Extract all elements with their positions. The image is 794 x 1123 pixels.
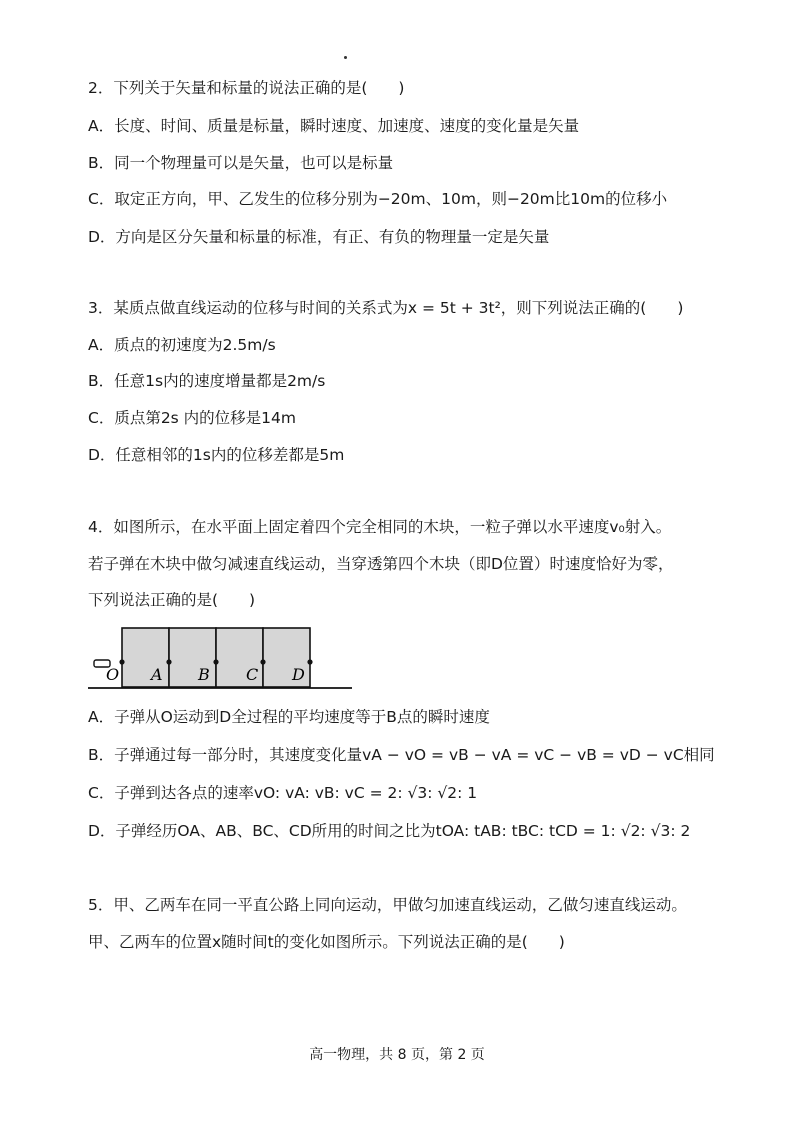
q4-stem-line1: 4．如图所示，在水平面上固定着四个完全相同的木块，一粒子弹以水平速度v₀射入。 [88, 518, 672, 536]
q3-stem: 3．某质点做直线运动的位移与时间的关系式为x = 5t + 3t²，则下列说法正确的( ) [88, 299, 684, 317]
label-d: D [292, 665, 305, 684]
point-d-dot [307, 659, 312, 664]
wood-blocks-figure [88, 622, 358, 694]
label-b: B [198, 665, 210, 684]
q3-option-d: D．任意相邻的1s内的位移差都是5m [88, 446, 345, 464]
q2-option-b: B．同一个物理量可以是矢量，也可以是标量 [88, 154, 394, 172]
q2-option-d: D．方向是区分矢量和标量的标准，有正、有负的物理量一定是矢量 [88, 228, 550, 246]
q2-option-a: A．长度、时间、质量是标量，瞬时速度、加速度、速度的变化量是矢量 [88, 117, 580, 135]
q4-option-a: A．子弹从O运动到D全过程的平均速度等于B点的瞬时速度 [88, 708, 490, 726]
q4-option-b: B．子弹通过每一部分时，其速度变化量vA − vO = vB − vA = vC − vB = vD − vC相同 [88, 746, 715, 764]
scan-speck [344, 56, 347, 59]
q3-option-b: B．任意1s内的速度增量都是2m/s [88, 372, 326, 390]
q4-option-d: D．子弹经历OA、AB、BC、CD所用的时间之比为tOA: tAB: tBC: tCD = 1: √2: √3: 2 [88, 822, 691, 840]
point-b-dot [213, 659, 218, 664]
label-c: C [246, 665, 259, 684]
q4-stem-line2: 若子弹在木块中做匀减速直线运动，当穿透第四个木块（即D位置）时速度恰好为零， [88, 555, 674, 573]
point-a-dot [166, 659, 171, 664]
label-a: A [151, 665, 163, 684]
q5-stem-line2: 甲、乙两车的位置x随时间t的变化如图所示。下列说法正确的是( ) [88, 933, 565, 951]
page-footer: 高一物理，共 8 页，第 2 页 [309, 1047, 485, 1063]
q2-option-c: C．取定正方向，甲、乙发生的位移分别为−20m、10m，则−20m比10m的位移小 [88, 190, 668, 208]
point-o-dot [119, 659, 124, 664]
q5-stem-line1: 5．甲、乙两车在同一平直公路上同向运动，甲做匀加速直线运动，乙做匀速直线运动。 [88, 896, 687, 914]
q2-stem: 2．下列关于矢量和标量的说法正确的是( ) [88, 79, 405, 97]
q3-option-a: A．质点的初速度为2.5m/s [88, 336, 276, 354]
q4-stem-line3: 下列说法正确的是( ) [88, 591, 256, 609]
q3-option-c: C．质点第2s 内的位移是14m [88, 409, 297, 427]
label-o: O [106, 665, 120, 684]
q4-option-c: C．子弹到达各点的速率vO: vA: vB: vC = 2: √3: √2: 1 [88, 784, 478, 802]
point-c-dot [260, 659, 265, 664]
